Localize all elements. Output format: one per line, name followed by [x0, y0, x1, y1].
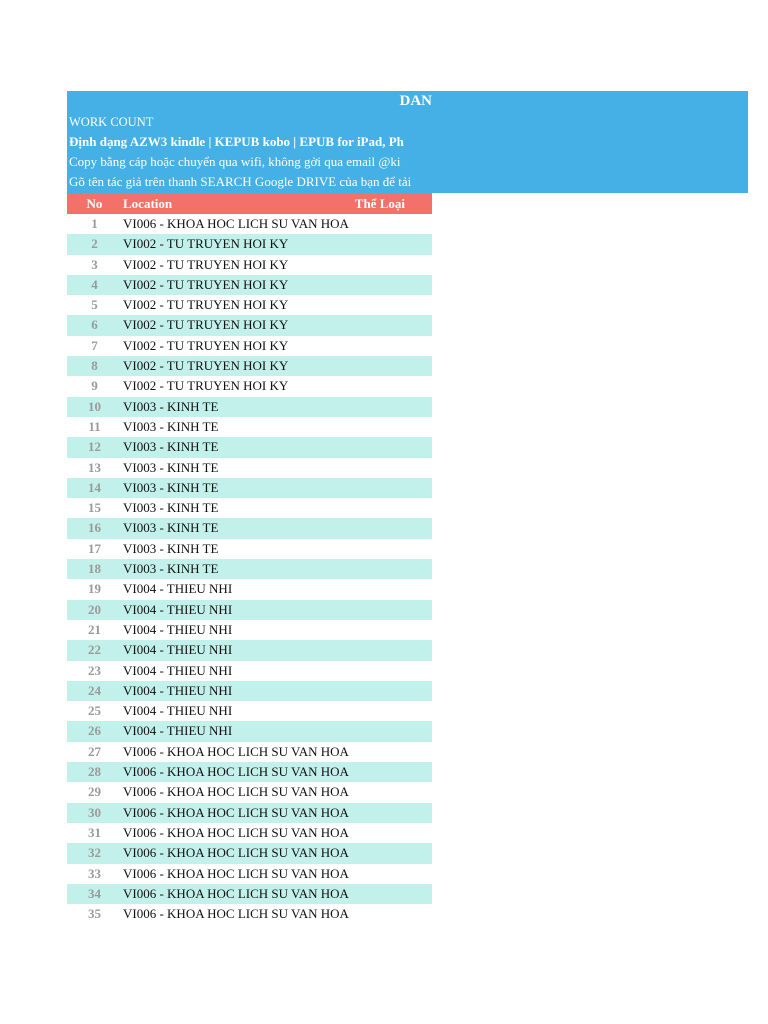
row-number: 16 — [88, 520, 101, 536]
row-number: 3 — [91, 256, 98, 272]
row-location: VI002 - TU TRUYEN HOI KY — [123, 337, 289, 353]
table-row — [67, 803, 432, 823]
row-number: 11 — [88, 418, 101, 434]
row-location: VI004 - THIEU NHI — [123, 662, 233, 678]
table-row — [67, 701, 432, 721]
row-location: VI002 - TU TRUYEN HOI KY — [123, 276, 289, 292]
table-row — [67, 275, 432, 295]
table-row — [67, 884, 432, 904]
row-number: 15 — [88, 500, 101, 516]
row-number: 25 — [88, 703, 101, 719]
table-row — [67, 356, 432, 376]
row-location: VI006 - KHOA HOC LICH SU VAN HOA — [123, 906, 349, 922]
row-number: 35 — [88, 906, 101, 922]
table-header-row — [67, 193, 432, 214]
row-number: 22 — [88, 642, 101, 658]
row-number: 28 — [88, 764, 101, 780]
row-location: VI002 - TU TRUYEN HOI KY — [123, 358, 289, 374]
table-row — [67, 762, 432, 782]
row-location: VI006 - KHOA HOC LICH SU VAN HOA — [123, 865, 349, 881]
row-number: 17 — [88, 540, 101, 556]
table-row — [67, 681, 432, 701]
copy-info-line: Copy bằng cáp hoặc chuyển qua wifi, không gởi qua email @ki — [69, 154, 401, 169]
column-header-genre: Thể Loại — [354, 196, 405, 211]
table-row — [67, 295, 432, 315]
table-row — [67, 559, 432, 579]
row-number: 5 — [91, 297, 98, 313]
row-number: 6 — [91, 317, 98, 333]
row-location: VI003 - KINH TE — [123, 398, 219, 414]
row-number: 27 — [88, 743, 101, 759]
row-location: VI003 - KINH TE — [123, 479, 219, 495]
row-location: VI002 - TU TRUYEN HOI KY — [123, 236, 289, 252]
table-row — [67, 742, 432, 762]
row-number: 2 — [91, 236, 98, 252]
row-location: VI006 - KHOA HOC LICH SU VAN HOA — [123, 804, 349, 820]
table-row — [67, 661, 432, 681]
row-location: VI002 - TU TRUYEN HOI KY — [123, 317, 289, 333]
row-location: VI002 - TU TRUYEN HOI KY — [123, 256, 289, 272]
table-row — [67, 864, 432, 884]
row-number: 9 — [91, 378, 98, 394]
row-location: VI003 - KINH TE — [123, 540, 219, 556]
table-row — [67, 579, 432, 599]
sheet-title: DAN — [399, 93, 432, 109]
row-location: VI004 - THIEU NHI — [123, 682, 233, 698]
row-location: VI004 - THIEU NHI — [123, 581, 233, 597]
table-row — [67, 458, 432, 478]
row-number: 18 — [88, 561, 101, 577]
row-number: 10 — [88, 398, 101, 414]
row-number: 24 — [88, 682, 101, 698]
table-row — [67, 255, 432, 275]
table-row — [67, 417, 432, 437]
row-number: 8 — [91, 358, 98, 374]
row-location: VI003 - KINH TE — [123, 459, 219, 475]
row-location: VI003 - KINH TE — [123, 500, 219, 516]
table-row — [67, 823, 432, 843]
row-number: 13 — [88, 459, 101, 475]
table-row — [67, 620, 432, 640]
table-row — [67, 478, 432, 498]
table-row — [67, 721, 432, 741]
format-info-line: Định dạng AZW3 kindle | KEPUB kobo | EPUB for iPad, Ph — [69, 134, 404, 149]
row-location: VI006 - KHOA HOC LICH SU VAN HOA — [123, 845, 349, 861]
table-row — [67, 640, 432, 660]
table-row — [67, 782, 432, 802]
table-row — [67, 843, 432, 863]
row-number: 19 — [88, 581, 101, 597]
table-row — [67, 600, 432, 620]
row-number: 12 — [88, 439, 101, 455]
table-row — [67, 234, 432, 254]
row-location: VI004 - THIEU NHI — [123, 601, 233, 617]
row-number: 34 — [88, 885, 101, 901]
row-location: VI004 - THIEU NHI — [123, 703, 233, 719]
row-number: 21 — [88, 621, 101, 637]
row-number: 1 — [91, 216, 98, 231]
row-location: VI004 - THIEU NHI — [123, 723, 233, 739]
row-location: VI003 - KINH TE — [123, 439, 219, 455]
table-row — [67, 336, 432, 356]
row-location: VI006 - KHOA HOC LICH SU VAN HOA — [123, 784, 349, 800]
table-row — [67, 214, 432, 234]
table-row — [67, 437, 432, 457]
row-number: 14 — [88, 479, 101, 495]
row-number: 23 — [88, 662, 101, 678]
row-number: 20 — [88, 601, 101, 617]
row-number: 26 — [88, 723, 101, 739]
row-location: VI006 - KHOA HOC LICH SU VAN HOA — [123, 885, 349, 901]
row-location: VI002 - TU TRUYEN HOI KY — [123, 297, 289, 313]
table-row — [67, 518, 432, 538]
work-count-label: WORK COUNT — [69, 115, 154, 129]
table-row — [67, 498, 432, 518]
table-row — [67, 904, 432, 924]
row-location: VI004 - THIEU NHI — [123, 642, 233, 658]
row-number: 31 — [88, 824, 101, 840]
row-number: 30 — [88, 804, 101, 820]
row-location: VI004 - THIEU NHI — [123, 621, 233, 637]
row-location: VI006 - KHOA HOC LICH SU VAN HOA — [123, 764, 349, 780]
column-header-no: No — [86, 196, 103, 211]
row-number: 33 — [88, 865, 101, 881]
row-location: VI006 - KHOA HOC LICH SU VAN HOA — [123, 824, 349, 840]
row-location: VI002 - TU TRUYEN HOI KY — [123, 378, 289, 394]
row-number: 29 — [88, 784, 101, 800]
row-number: 7 — [91, 337, 98, 353]
table-row — [67, 397, 432, 417]
table-body — [67, 214, 432, 924]
table-row — [67, 539, 432, 559]
table-row — [67, 315, 432, 335]
column-header-location: Location — [123, 196, 173, 211]
row-location: VI006 - KHOA HOC LICH SU VAN HOA — [123, 743, 349, 759]
table-row — [67, 376, 432, 396]
sheet-header-banner — [67, 91, 748, 193]
row-location: VI003 - KINH TE — [123, 561, 219, 577]
row-location: VI003 - KINH TE — [123, 418, 219, 434]
row-number: 4 — [91, 276, 98, 292]
search-info-line: Gõ tên tác giả trên thanh SEARCH Google DRIVE của bạn để tải — [69, 174, 412, 189]
row-number: 32 — [88, 845, 101, 861]
row-location: VI003 - KINH TE — [123, 520, 219, 536]
row-location: VI006 - KHOA HOC LICH SU VAN HOA — [123, 216, 349, 231]
